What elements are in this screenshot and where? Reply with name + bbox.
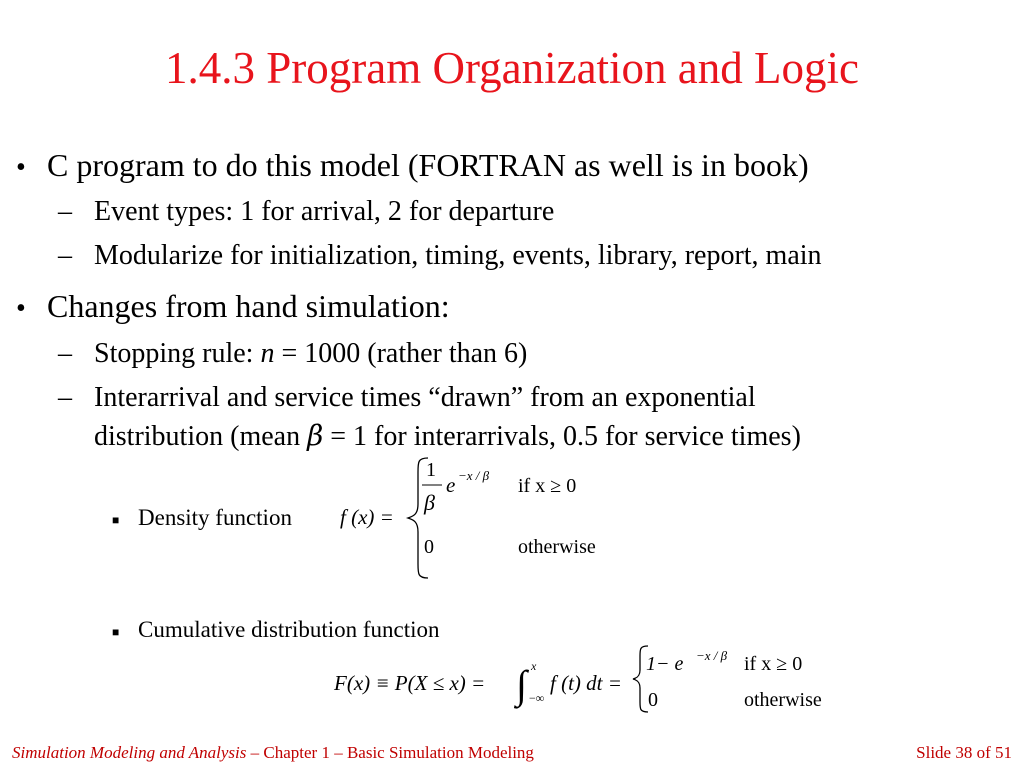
slide-title: 1.4.3 Program Organization and Logic <box>164 43 859 93</box>
bullet-2-text: Changes from hand simulation: <box>47 288 450 324</box>
cdf-lhs: F(x) ≡ P(X ≤ x) = <box>334 671 486 695</box>
bullet-2-sub-2-line-2-pre: distribution (mean <box>94 421 308 452</box>
density-function-label: Density function <box>138 505 292 530</box>
density-case-1-condition: if x ≥ 0 <box>518 475 577 497</box>
cdf-integral-upper: x <box>531 659 537 673</box>
cdf-case-1-value: 1− e <box>646 653 684 675</box>
bullet-2-sub-2-continuation <box>94 418 801 455</box>
bullet-2-sub-2 <box>58 380 756 416</box>
bullet-1-text: C program to do this model (FORTRAN as well is in book) <box>47 147 809 183</box>
bullet-dot-icon: • <box>16 293 26 324</box>
density-function-item <box>112 503 292 535</box>
cdf-integral-lower: −∞ <box>529 691 545 705</box>
bullet-1-sub-1 <box>58 194 554 230</box>
bullet-2-sub-2-line-1: Interarrival and service times “drawn” from an exponential <box>94 382 756 413</box>
footer <box>12 743 1012 763</box>
density-case-2-condition: otherwise <box>518 536 596 558</box>
small-square-icon: ■ <box>112 624 120 639</box>
footer-book-title: Simulation Modeling and Analysis <box>12 743 247 762</box>
bullet-dot-icon: • <box>16 152 26 183</box>
bullet-2-sub-1 <box>58 336 527 372</box>
bullet-1-sub-2 <box>58 238 822 274</box>
cdf-integrand: f (t) dt = <box>550 671 622 695</box>
density-exp-base: e <box>446 473 456 497</box>
cdf-label: Cumulative distribution function <box>138 617 440 642</box>
cdf-case-1-condition: if x ≥ 0 <box>744 653 803 675</box>
cdf-formula <box>330 640 850 718</box>
bullet-2 <box>16 286 450 329</box>
dash-icon: – <box>58 338 72 369</box>
density-exp-power: −x / β <box>458 468 490 483</box>
cdf-case-1-power: −x / β <box>696 648 728 663</box>
footer-chapter: – Chapter 1 – Basic Simulation Modeling <box>246 743 534 762</box>
dash-icon: – <box>58 240 72 271</box>
dash-icon: – <box>58 382 72 413</box>
bullet-2-sub-2-line-2-post: = 1 for interarrivals, 0.5 for service times) <box>323 421 801 452</box>
density-denominator: β <box>424 490 435 515</box>
cdf-case-2-condition: otherwise <box>744 689 822 711</box>
cdf-case-2-value: 0 <box>648 689 658 711</box>
density-formula <box>330 452 630 582</box>
bullet-2-sub-1-var: n <box>260 338 275 369</box>
slide-number: Slide 38 of 51 <box>916 743 1012 762</box>
bullet-1 <box>16 145 809 188</box>
bullet-2-sub-1-pre: Stopping rule: <box>94 338 261 369</box>
bullet-1-sub-1-text: Event types: 1 for arrival, 2 for departure <box>94 196 555 227</box>
density-lhs: f (x) = <box>340 505 394 529</box>
density-case-2-value: 0 <box>424 536 434 558</box>
small-square-icon: ■ <box>112 512 120 527</box>
beta-symbol: β <box>307 419 324 452</box>
dash-icon: – <box>58 196 72 227</box>
integral-sign-icon: ∫ <box>516 662 527 707</box>
density-brace <box>408 458 428 578</box>
bullet-1-sub-2-text: Modularize for initialization, timing, events, library, report, main <box>94 240 822 271</box>
density-numerator: 1 <box>426 459 436 481</box>
bullet-2-sub-1-post: = 1000 (rather than 6) <box>274 338 528 369</box>
